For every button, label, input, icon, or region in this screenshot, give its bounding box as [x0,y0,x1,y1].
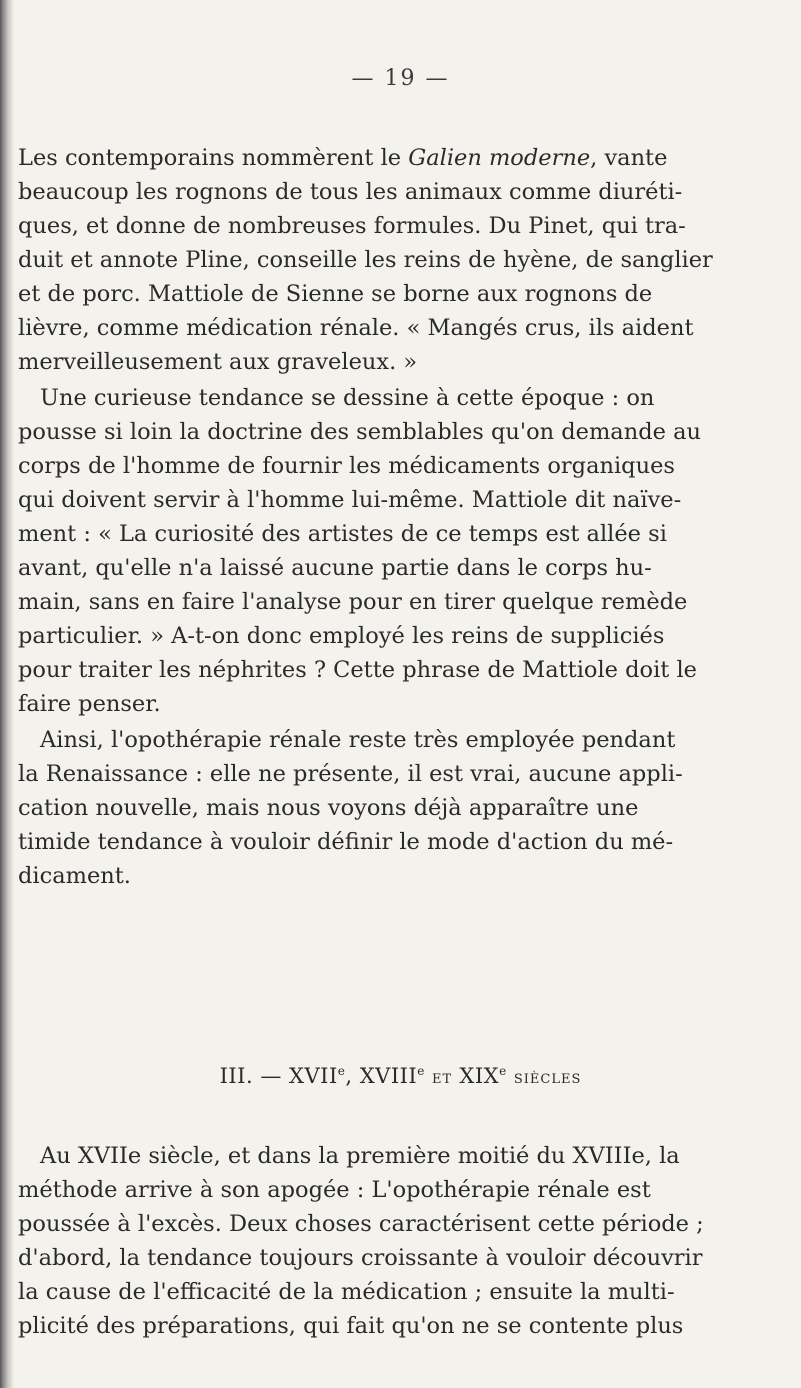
superscript-e: e [499,1064,507,1078]
text-line: la Renaissance : elle ne présente, il est vrai, aucune appli- [18,761,683,787]
page-number: — 19 — [351,66,450,91]
text-line: d'abord, la tendance toujours croissante à vouloir découvrir [18,1245,703,1271]
text-line: cation nouvelle, mais nous voyons déjà apparaître une [18,795,639,821]
century-17: XVII [289,1064,338,1088]
text-line [18,142,667,174]
text-line: corps de l'homme de fournir les médicaments organiques [18,453,675,479]
text-line-start: Les contemporains nommèrent le [18,145,409,171]
italic-phrase: Galien moderne [408,145,591,171]
text-line: beaucoup les rognons de tous les animaux comme diuréti- [18,179,683,205]
text-line: Ainsi, l'opothérapie rénale reste très employée pendant [40,727,676,753]
text-line-end: , vante [590,145,668,171]
text-line: la cause de l'efficacité de la médication ; ensuite la multi- [18,1279,675,1305]
text-line: Une curieuse tendance se dessine à cette époque : on [40,385,655,411]
text-line: pour traiter les néphrites ? Cette phrase de Mattiole doit le [18,657,697,683]
text-line: dicament. [18,863,131,889]
text-line: poussée à l'excès. Deux choses caractérisent cette période ; [18,1211,704,1237]
text-line: méthode arrive à son apogée : L'opothérapie rénale est [18,1177,651,1203]
section-word: siècles [513,1066,582,1088]
text-line: qui doivent servir à l'homme lui-même. Mattiole dit naïve- [18,487,682,513]
text-line: lièvre, comme médication rénale. « Mangés crus, ils aident [18,315,694,341]
text-line: faire penser. [18,691,161,717]
text-line: ment : « La curiosité des artistes de ce temps est allée si [18,521,667,547]
century-18: XVIII [359,1064,418,1088]
superscript-e: e [417,1064,425,1078]
century-19: XIX [459,1064,500,1088]
text-line: timide tendance à vouloir définir le mode d'action du mé- [18,829,674,855]
text-line: Au XVIIe siècle, et dans la première moitié du XVIIIe, la [40,1143,680,1169]
text-line: merveilleusement aux graveleux. » [18,349,418,375]
section-heading: III. — XVIIe, XVIIIe et XIXe siècles [219,1064,582,1088]
text-line: pousse si loin la doctrine des semblables qu'on demande au [18,419,701,445]
text-line: main, sans en faire l'analyse pour en tirer quelque remède [18,589,688,615]
section-conjunction: et [432,1066,453,1088]
section-number: III. — [219,1064,282,1088]
binding-edge [0,0,14,1388]
text-line: plicité des préparations, qui fait qu'on ne se contente plus [18,1313,684,1339]
text-line: duit et annote Pline, conseille les reins de hyène, de sanglier [18,247,713,273]
text-line: avant, qu'elle n'a laissé aucune partie dans le corps hu- [18,555,652,581]
text-line: particulier. » A-t-on donc employé les reins de suppliciés [18,623,665,649]
text-line: et de porc. Mattiole de Sienne se borne aux rognons de [18,281,653,307]
superscript-e: e [337,1064,346,1078]
text-line: ques, et donne de nombreuses formules. Du Pinet, qui tra- [18,213,686,239]
